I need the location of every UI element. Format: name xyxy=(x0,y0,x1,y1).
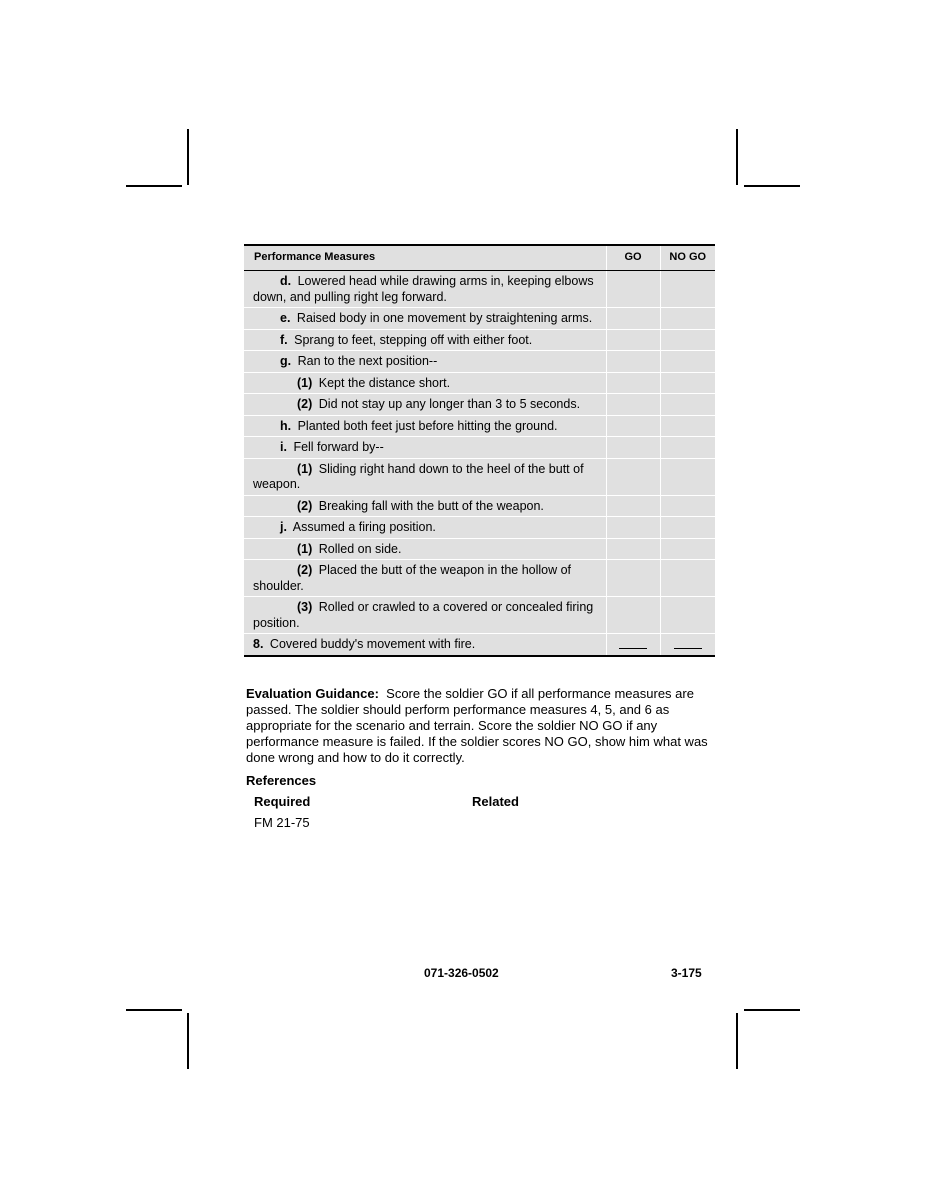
measure-text: Planted both feet just before hitting the ground. xyxy=(297,418,558,433)
go-cell[interactable] xyxy=(606,597,660,634)
crop-mark-bottom-left-horizontal xyxy=(126,1009,182,1011)
measure-cell xyxy=(244,394,606,416)
nogo-cell[interactable] xyxy=(660,458,715,495)
measure-text: Kept the distance short. xyxy=(318,375,451,390)
table-row xyxy=(244,394,715,416)
header-performance-measures: Performance Measures xyxy=(244,245,606,271)
measure-text: Breaking fall with the butt of the weapon. xyxy=(318,498,544,513)
measure-marker: (1) xyxy=(297,541,313,556)
measure-text: Covered buddy's movement with fire. xyxy=(269,637,476,651)
measure-marker: d. xyxy=(280,274,292,288)
go-cell[interactable] xyxy=(606,351,660,373)
performance-measures-body xyxy=(244,271,715,656)
measure-cell xyxy=(244,597,606,634)
go-cell[interactable] xyxy=(606,329,660,351)
performance-measures-table xyxy=(244,244,715,657)
required-reference-item: FM 21-75 xyxy=(254,815,310,830)
measure-marker: j. xyxy=(280,520,287,534)
required-heading: Required xyxy=(254,794,311,809)
go-cell[interactable] xyxy=(606,415,660,437)
measure-marker: (3) xyxy=(297,600,313,614)
measure-cell xyxy=(244,372,606,394)
go-cell[interactable] xyxy=(606,634,660,656)
references-heading: References xyxy=(246,773,317,788)
go-cell[interactable] xyxy=(606,394,660,416)
crop-mark-top-right-vertical xyxy=(736,129,738,185)
measure-marker: (2) xyxy=(297,498,313,513)
table-row xyxy=(244,495,715,517)
measure-text: Ran to the next position-- xyxy=(297,354,438,368)
nogo-cell[interactable] xyxy=(660,634,715,656)
measure-cell xyxy=(244,495,606,517)
measure-marker: i. xyxy=(280,440,287,454)
crop-mark-top-right-horizontal xyxy=(744,185,800,187)
measure-text: Sprang to feet, stepping off with either foot. xyxy=(294,332,533,347)
nogo-cell[interactable] xyxy=(660,597,715,634)
crop-mark-bottom-right-horizontal xyxy=(744,1009,800,1011)
measure-marker: e. xyxy=(280,311,291,325)
crop-mark-bottom-left-vertical xyxy=(187,1013,189,1069)
table-row xyxy=(244,351,715,373)
measure-cell xyxy=(244,517,606,539)
measure-cell xyxy=(244,538,606,560)
measure-cell xyxy=(244,271,606,308)
go-cell[interactable] xyxy=(606,437,660,459)
go-cell[interactable] xyxy=(606,271,660,308)
evaluation-guidance-label: Evaluation Guidance: xyxy=(246,686,379,701)
go-cell[interactable] xyxy=(606,495,660,517)
go-cell[interactable] xyxy=(606,372,660,394)
go-blank-line xyxy=(619,648,647,649)
measure-marker: g. xyxy=(280,354,292,368)
measure-cell xyxy=(244,415,606,437)
go-cell[interactable] xyxy=(606,560,660,597)
measure-cell xyxy=(244,308,606,330)
nogo-cell[interactable] xyxy=(660,308,715,330)
measure-text: Fell forward by-- xyxy=(293,440,384,454)
measure-cell xyxy=(244,560,606,597)
measure-cell xyxy=(244,351,606,373)
measure-text: Lowered head while drawing arms in, keeping elbows down, and pulling right leg forward. xyxy=(253,274,594,304)
table-row xyxy=(244,560,715,597)
nogo-cell[interactable] xyxy=(660,329,715,351)
go-cell[interactable] xyxy=(606,458,660,495)
table-row xyxy=(244,538,715,560)
table-row xyxy=(244,437,715,459)
measure-cell xyxy=(244,634,606,656)
nogo-blank-line xyxy=(674,648,702,649)
table-row xyxy=(244,271,715,308)
go-cell[interactable] xyxy=(606,308,660,330)
nogo-cell[interactable] xyxy=(660,271,715,308)
measure-text: Did not stay up any longer than 3 to 5 seconds. xyxy=(318,397,581,411)
evaluation-guidance xyxy=(246,686,716,766)
measure-marker: (2) xyxy=(297,563,313,577)
go-cell[interactable] xyxy=(606,538,660,560)
page-number: 3-175 xyxy=(671,966,702,980)
nogo-cell[interactable] xyxy=(660,437,715,459)
measure-cell xyxy=(244,329,606,351)
measure-text: Raised body in one movement by straightening arms. xyxy=(296,311,593,325)
table-row xyxy=(244,308,715,330)
measure-cell xyxy=(244,437,606,459)
measure-text: Placed the butt of the weapon in the hollow of shoulder. xyxy=(253,563,572,593)
table-row xyxy=(244,458,715,495)
nogo-cell[interactable] xyxy=(660,538,715,560)
measure-text: Sliding right hand down to the heel of the butt of weapon. xyxy=(253,461,584,491)
evaluation-guidance-text: Score the soldier GO if all performance measures are passed. The soldier should perform performance measures 4, 5, and 6 as appropriate for the scenario and terrain. Score the soldier NO GO if any performance measure is failed. If the soldier scores NO GO, show him what was done wrong and how to do it correctly. xyxy=(246,686,708,765)
header-nogo: NO GO xyxy=(660,245,715,271)
nogo-cell[interactable] xyxy=(660,495,715,517)
nogo-cell[interactable] xyxy=(660,560,715,597)
measure-marker: f. xyxy=(280,332,288,347)
table-row xyxy=(244,634,715,656)
crop-mark-top-left-horizontal xyxy=(126,185,182,187)
measure-marker: (2) xyxy=(297,397,313,411)
related-heading: Related xyxy=(472,794,519,809)
nogo-cell[interactable] xyxy=(660,394,715,416)
table-row xyxy=(244,415,715,437)
measure-text: Assumed a firing position. xyxy=(292,520,436,534)
task-number: 071-326-0502 xyxy=(424,966,499,980)
measure-marker: 8. xyxy=(253,637,264,651)
table-row xyxy=(244,597,715,634)
nogo-cell[interactable] xyxy=(660,372,715,394)
measure-marker: h. xyxy=(280,418,292,433)
nogo-cell[interactable] xyxy=(660,415,715,437)
table-row xyxy=(244,517,715,539)
table-row xyxy=(244,329,715,351)
measure-text: Rolled or crawled to a covered or concealed firing position. xyxy=(253,600,594,630)
nogo-cell[interactable] xyxy=(660,351,715,373)
measure-marker: (1) xyxy=(297,375,313,390)
crop-mark-bottom-right-vertical xyxy=(736,1013,738,1069)
crop-mark-top-left-vertical xyxy=(187,129,189,185)
table-row xyxy=(244,372,715,394)
go-cell[interactable] xyxy=(606,517,660,539)
measure-text: Rolled on side. xyxy=(318,541,402,556)
measure-marker: (1) xyxy=(297,461,313,476)
header-go: GO xyxy=(606,245,660,271)
table-header-row xyxy=(244,245,715,271)
measure-cell xyxy=(244,458,606,495)
nogo-cell[interactable] xyxy=(660,517,715,539)
